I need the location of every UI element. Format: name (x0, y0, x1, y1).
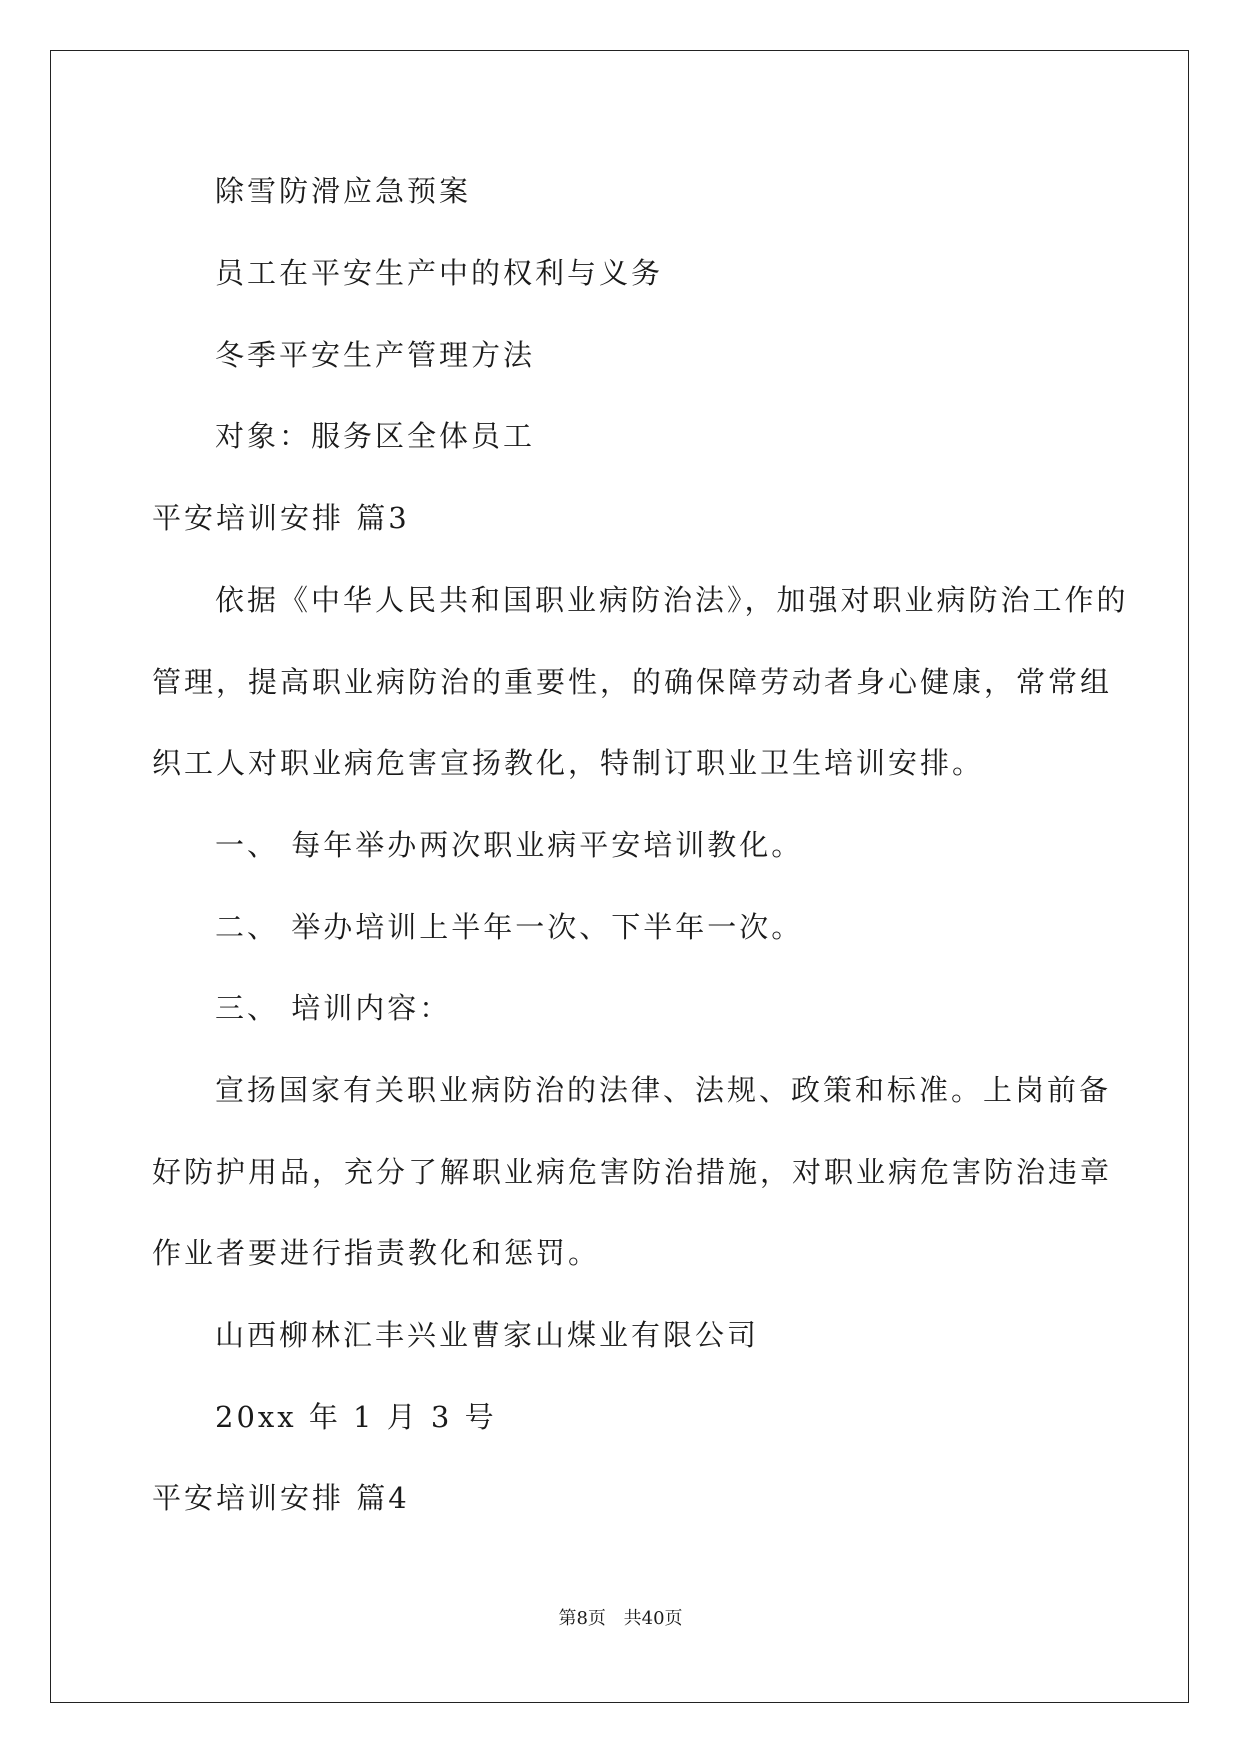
section-heading-3: 平安培训安排 篇3 (152, 501, 410, 535)
paragraph-line: 作业者要进行指责教化和惩罚。 (152, 1236, 601, 1270)
page-footer (0, 1607, 1241, 1631)
paragraph-line: 宣扬国家有关职业病防治的法律、法规、政策和标准。上岗前备 (215, 1073, 1112, 1107)
signature-date: 20xx 年 1 月 3 号 (215, 1400, 497, 1434)
section-heading-4: 平安培训安排 篇4 (152, 1481, 410, 1515)
page-number: 第8页 (558, 1608, 606, 1629)
list-item-snow-plan: 除雪防滑应急预案 (215, 174, 472, 208)
target-audience-line: 对象：服务区全体员工 (215, 419, 536, 453)
numbered-item-3: 三、 培训内容： (215, 991, 452, 1025)
page-total: 共40页 (623, 1608, 683, 1629)
list-item-employee-rights: 员工在平安生产中的权利与义务 (215, 256, 664, 290)
numbered-item-1: 一、 每年举办两次职业病平安培训教化。 (215, 828, 804, 862)
paragraph-line: 依据《中华人民共和国职业病防治法》，加强对职业病防治工作的 (215, 583, 1129, 617)
numbered-item-2: 二、 举办培训上半年一次、下半年一次。 (215, 910, 804, 944)
paragraph-line: 好防护用品，充分了解职业病危害防治措施，对职业病危害防治违章 (152, 1155, 1113, 1189)
company-signature: 山西柳林汇丰兴业曹家山煤业有限公司 (215, 1318, 760, 1352)
paragraph-line: 织工人对职业病危害宣扬教化，特制订职业卫生培训安排。 (152, 746, 985, 780)
list-item-winter-safety: 冬季平安生产管理方法 (215, 338, 536, 372)
paragraph-line: 管理，提高职业病防治的重要性，的确保障劳动者身心健康，常常组 (152, 665, 1113, 699)
page-border (50, 50, 1189, 1703)
